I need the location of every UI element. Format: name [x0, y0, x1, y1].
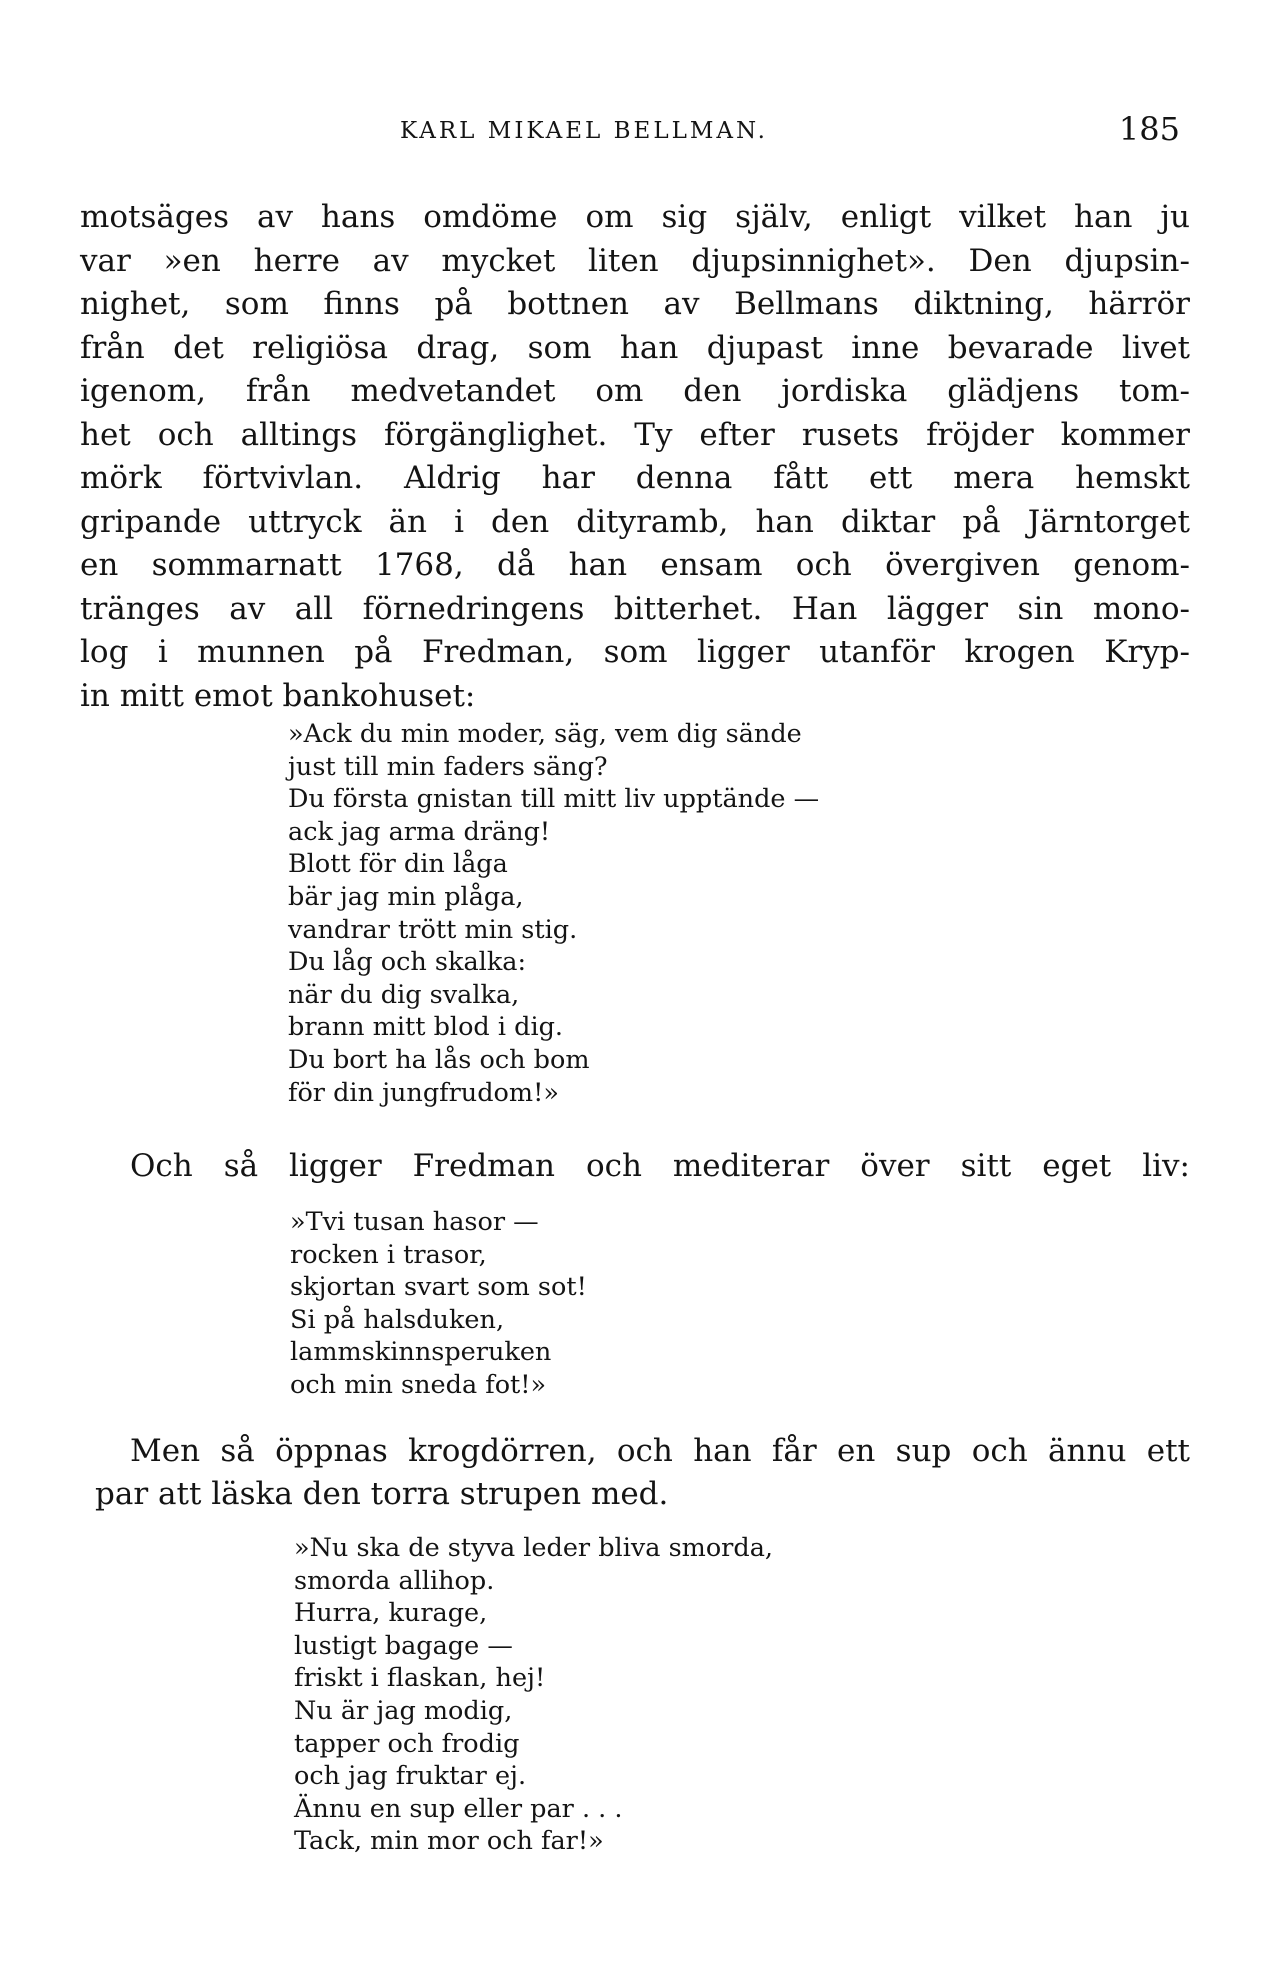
verse-line: »Ack du min moder, säg, vem dig sände [288, 719, 802, 749]
verse-line: friskt i flaskan, hej! [294, 1663, 546, 1694]
paragraph-line: het och alltings förgänglighet. Ty efter rusets fröjder kommer [80, 416, 1190, 453]
verse-3 [294, 1532, 773, 1858]
verse-line: »Nu ska de styva leder bliva smorda, [294, 1533, 774, 1563]
verse-line: Si på halsduken, [290, 1304, 505, 1335]
verse-line: tapper och frodig [294, 1728, 520, 1759]
paragraph-1 [80, 196, 1190, 718]
verse-line: Blott för din låga [288, 849, 508, 880]
verse-line: Du låg och skalka: [288, 947, 527, 978]
verse-line: Du första gnistan till mitt liv upptände — [288, 784, 820, 815]
paragraph-line: från det religiösa drag, som han djupast inne bevarade livet [80, 329, 1190, 366]
verse-line: Tack, min mor och far!» [294, 1826, 604, 1857]
verse-line: och jag fruktar ej. [294, 1761, 527, 1792]
verse-line: Ännu en sup eller par . . . [294, 1793, 623, 1824]
verse-line: vandrar trött min stig. [288, 914, 578, 945]
verse-line: lammskinnsperuken [290, 1337, 552, 1368]
verse-line: just till min faders säng? [288, 751, 608, 782]
paragraph-line: en sommarnatt 1768, då han ensam och övergiven genom- [80, 547, 1190, 583]
verse-line: skjortan svart som sot! [290, 1272, 587, 1303]
paragraph-3 [95, 1430, 1190, 1516]
verse-line: för din jungfrudom!» [288, 1077, 559, 1108]
page-number: 185 [1118, 110, 1180, 148]
paragraph-line: mörk förtvivlan. Aldrig har denna fått ett mera hemskt [80, 460, 1190, 496]
verse-line: ack jag arma dräng! [288, 816, 551, 847]
verse-line: lustigt bagage — [294, 1630, 513, 1661]
paragraph-line: par att läska den torra strupen med. [95, 1476, 669, 1512]
verse-2 [290, 1206, 587, 1402]
paragraph-line: gripande uttryck än i den dityramb, han diktar på Järntorget [80, 503, 1190, 540]
verse-line: bär jag min plåga, [288, 881, 524, 912]
paragraph-line: log i munnen på Fredman, som ligger utanför krogen Kryp- [80, 634, 1190, 670]
verse-line: »Tvi tusan hasor — [290, 1207, 539, 1237]
verse-line: Hurra, kurage, [294, 1598, 488, 1629]
paragraph-line: nighet, som finns på bottnen av Bellmans diktning, härrör [80, 286, 1190, 322]
paragraph-line: motsäges av hans omdöme om sig själv, enligt vilket han ju [80, 199, 1190, 235]
paragraph-line: in mitt emot bankohuset: [80, 677, 476, 714]
running-head: KARL MIKAEL BELLMAN. [400, 118, 768, 144]
verse-line: och min sneda fot!» [290, 1369, 547, 1400]
paragraph-line: var »en herre av mycket liten djupsinnighet». Den djupsin- [80, 242, 1190, 279]
paragraph-line: Men så öppnas krogdörren, och han får en sup och ännu ett [130, 1433, 1190, 1469]
verse-line: Nu är jag modig, [294, 1695, 513, 1726]
paragraph-line: igenom, från medvetandet om den jordiska glädjens tom- [80, 373, 1190, 409]
paragraph-line: tränges av all förnedringens bitterhet. Han lägger sin mono- [80, 590, 1190, 627]
paragraph-2: Och så ligger Fredman och mediterar över sitt eget liv: [130, 1148, 1190, 1184]
verse-line: smorda allihop. [294, 1565, 495, 1596]
verse-line: rocken i trasor, [290, 1239, 487, 1270]
verse-line: brann mitt blod i dig. [288, 1012, 564, 1043]
verse-line: när du dig svalka, [288, 979, 520, 1010]
verse-line: Du bort ha lås och bom [288, 1044, 590, 1075]
verse-1 [288, 718, 819, 1109]
page-header [80, 110, 1180, 160]
